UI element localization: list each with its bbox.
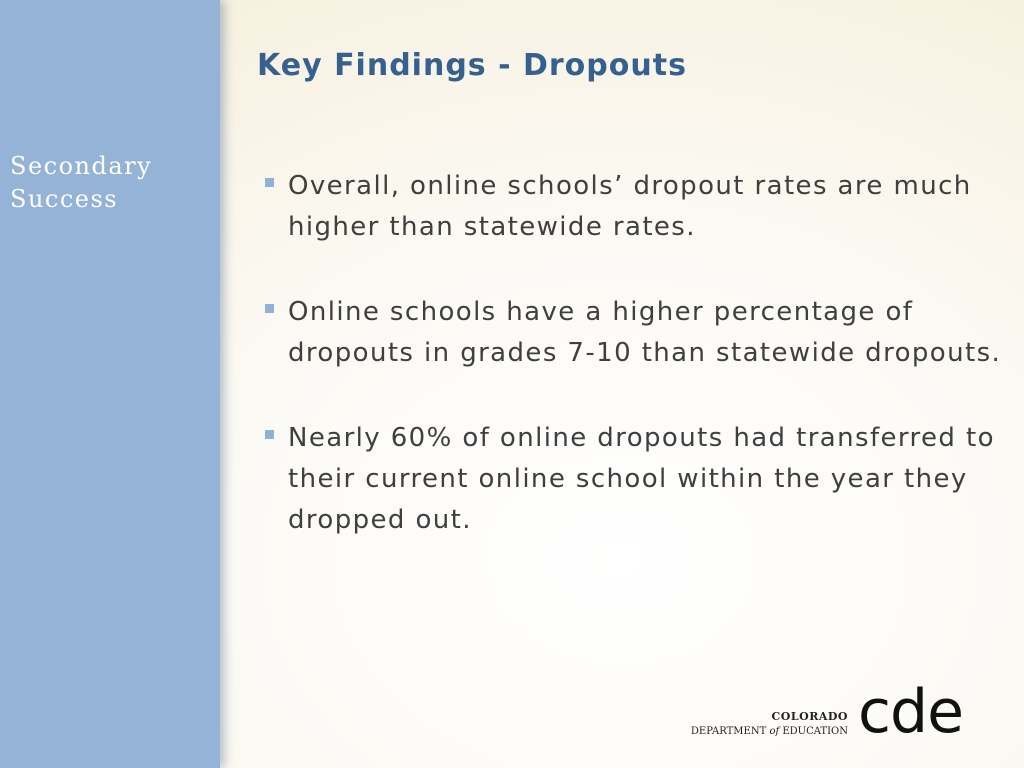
bullet-item xyxy=(262,418,1002,541)
logo-dept-of: of xyxy=(769,726,780,737)
cde-logo xyxy=(690,677,990,750)
logo-dept-prefix: DEPARTMENT xyxy=(690,726,767,737)
sidebar-panel xyxy=(0,0,220,768)
page-title: Key Findings - Dropouts xyxy=(257,48,687,83)
bullet-item xyxy=(262,166,1002,248)
bullet-item xyxy=(262,292,1002,374)
section-label: Secondary Success xyxy=(10,152,153,213)
square-bullet-icon xyxy=(265,178,274,187)
logo-dept-suffix: EDUCATION xyxy=(782,726,848,737)
logo-department-name xyxy=(691,726,848,737)
square-bullet-icon xyxy=(265,430,274,439)
logo-state-name: COLORADO xyxy=(771,710,848,723)
bullet-text: Overall, online schools’ dropout rates are much higher than statewide rates. xyxy=(288,171,972,242)
bullet-list xyxy=(262,166,1002,585)
bullet-text: Online schools have a higher percentage of dropouts in grades 7-10 than statewide dropouts. xyxy=(288,297,1002,368)
bullet-text: Nearly 60% of online dropouts had transferred to their current online school within the year they dropped out. xyxy=(288,423,995,535)
logo-acronym: cde xyxy=(858,677,963,747)
square-bullet-icon xyxy=(265,304,274,313)
